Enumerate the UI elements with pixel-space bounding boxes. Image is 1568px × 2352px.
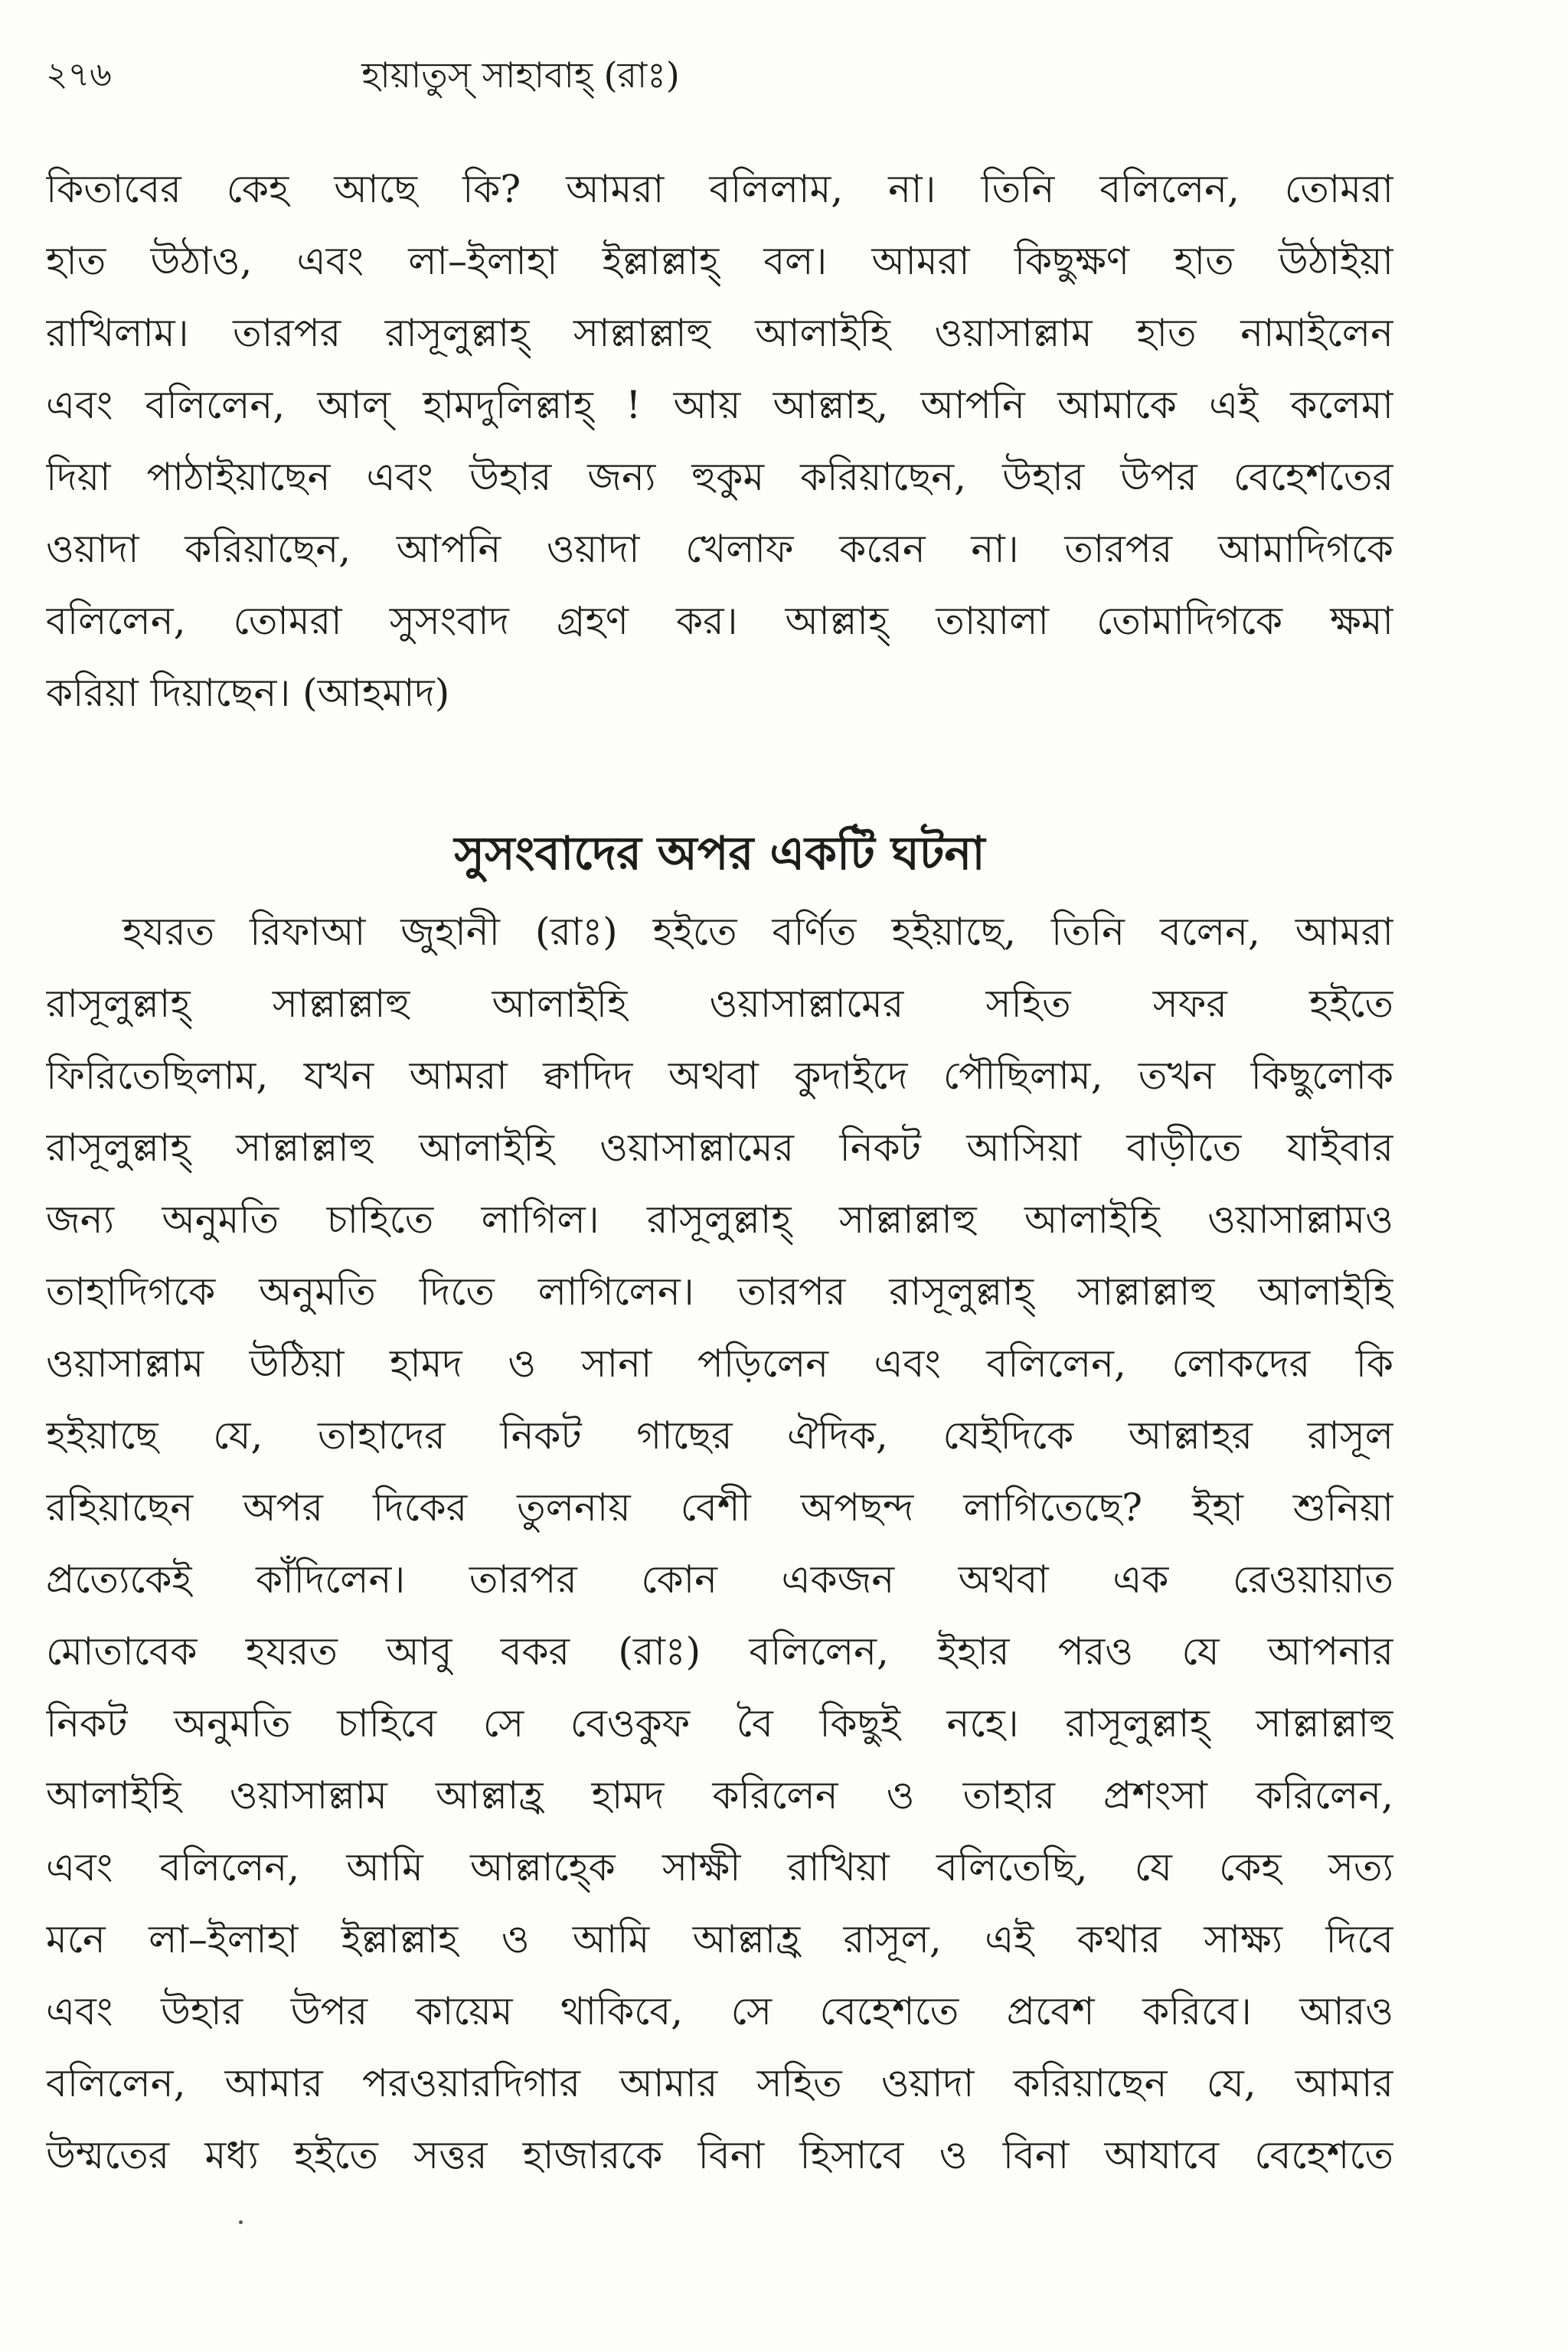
running-title: হায়াতুস্ সাহাবাহ্ (রাঃ) xyxy=(361,54,680,96)
text-line: দিয়া পাঠাইয়াছেন এবং উহার জন্য হুকুম করিয়াছেন, উহার উপর বেহেশতের xyxy=(46,455,1393,499)
page-number: ২৭৬ xyxy=(46,55,112,94)
text-line: হইয়াছে যে, তাহাদের নিকট গাছের ঐদিক, যেইদিকে আল্লাহর রাসূল xyxy=(46,1413,1393,1458)
text-line: নিকট অনুমতি চাহিবে সে বেওকুফ বৈ কিছুই নহে। রাসূলুল্লাহ্ সাল্লাল্লাহু xyxy=(46,1701,1393,1746)
text-line: ফিরিতেছিলাম, যখন আমরা ক্বাদিদ অথবা কুদাইদে পৌছিলাম, তখন কিছুলোক xyxy=(46,1054,1393,1098)
text-line: প্রত্যেকেই কাঁদিলেন। তারপর কোন একজন অথবা এক রেওয়ায়াত xyxy=(46,1557,1393,1602)
text-line: তাহাদিগকে অনুমতি দিতে লাগিলেন। তারপর রাসূলুল্লাহ্ সাল্লাল্লাহু আলাইহি xyxy=(46,1269,1393,1314)
text-line: ওয়াদা করিয়াছেন, আপনি ওয়াদা খেলাফ করেন না। তারপর আমাদিগকে xyxy=(46,527,1393,571)
page-header xyxy=(46,44,1393,106)
text-line: রাসূলুল্লাহ্ সাল্লাল্লাহু আলাইহি ওয়াসাল্লামের নিকট আসিয়া বাড়ীতে যাইবার xyxy=(46,1125,1393,1170)
text-line: এবং উহার উপর কায়েম থাকিবে, সে বেহেশতে প্রবেশ করিবে। আরও xyxy=(46,1989,1393,2034)
text-line: কিতাবের কেহ আছে কি? আমরা বলিলাম, না। তিনি বলিলেন, তোমরা xyxy=(46,167,1393,211)
text-line: রাসূলুল্লাহ্ সাল্লাল্লাহু আলাইহি ওয়াসাল্লামের সহিত সফর হইতে xyxy=(46,982,1393,1026)
text-line: রহিয়াছেন অপর দিকের তুলনায় বেশী অপছন্দ লাগিতেছে? ইহা শুনিয়া xyxy=(46,1485,1393,1530)
text-line: হাত উঠাও, এবং লা–ইলাহা ইল্লাল্লাহ্ বল। আমরা কিছুক্ষণ হাত উঠাইয়া xyxy=(46,239,1393,283)
text-line: বলিলেন, আমার পরওয়ারদিগার আমার সহিত ওয়াদা করিয়াছেন যে, আমার xyxy=(46,2061,1393,2105)
text-line: করিয়া দিয়াছেন। (আহমাদ) xyxy=(46,671,450,715)
section-heading: সুসংবাদের অপর একটি ঘটনা xyxy=(454,827,985,880)
text-line: এবং বলিলেন, আল্ হামদুলিল্লাহ্ ! আয় আল্লাহ, আপনি আমাকে এই কলেমা xyxy=(46,383,1393,427)
text-line: বলিলেন, তোমরা সুসংবাদ গ্রহণ কর। আল্লাহ্ তায়ালা তোমাদিগকে ক্ষমা xyxy=(46,599,1393,643)
paragraph-2 xyxy=(46,896,1393,2191)
paragraph-1 xyxy=(46,153,1393,729)
text-line: এবং বলিলেন, আমি আল্লাহ্কে সাক্ষী রাখিয়া বলিতেছি, যে কেহ সত্য xyxy=(46,1845,1393,1890)
print-speck xyxy=(239,2220,243,2224)
text-line: জন্য অনুমতি চাহিতে লাগিল। রাসূলুল্লাহ্ সাল্লাল্লাহু আলাইহি ওয়াসাল্লামও xyxy=(46,1197,1393,1242)
text-line: রাখিলাম। তারপর রাসূলুল্লাহ্ সাল্লাল্লাহু আলাইহি ওয়াসাল্লাম হাত নামাইলেন xyxy=(46,311,1393,355)
text-line: উম্মতের মধ্য হইতে সত্তর হাজারকে বিনা হিসাবে ও বিনা আযাবে বেহেশতে xyxy=(46,2133,1393,2177)
text-line: মোতাবেক হযরত আবু বকর (রাঃ) বলিলেন, ইহার পরও যে আপনার xyxy=(46,1629,1393,1674)
text-line: হযরত রিফাআ জুহানী (রাঃ) হইতে বর্ণিত হইয়াছে, তিনি বলেন, আমরা xyxy=(122,910,1393,954)
text-line: ওয়াসাল্লাম উঠিয়া হামদ ও সানা পড়িলেন এবং বলিলেন, লোকদের কি xyxy=(46,1341,1393,1386)
text-line: মনে লা–ইলাহা ইল্লাল্লাহ ও আমি আল্লাহ্র রাসূল, এই কথার সাক্ষ্য দিবে xyxy=(46,1917,1393,1962)
text-line: আলাইহি ওয়াসাল্লাম আল্লাহ্র হামদ করিলেন ও তাহার প্রশংসা করিলেন, xyxy=(46,1773,1393,1818)
